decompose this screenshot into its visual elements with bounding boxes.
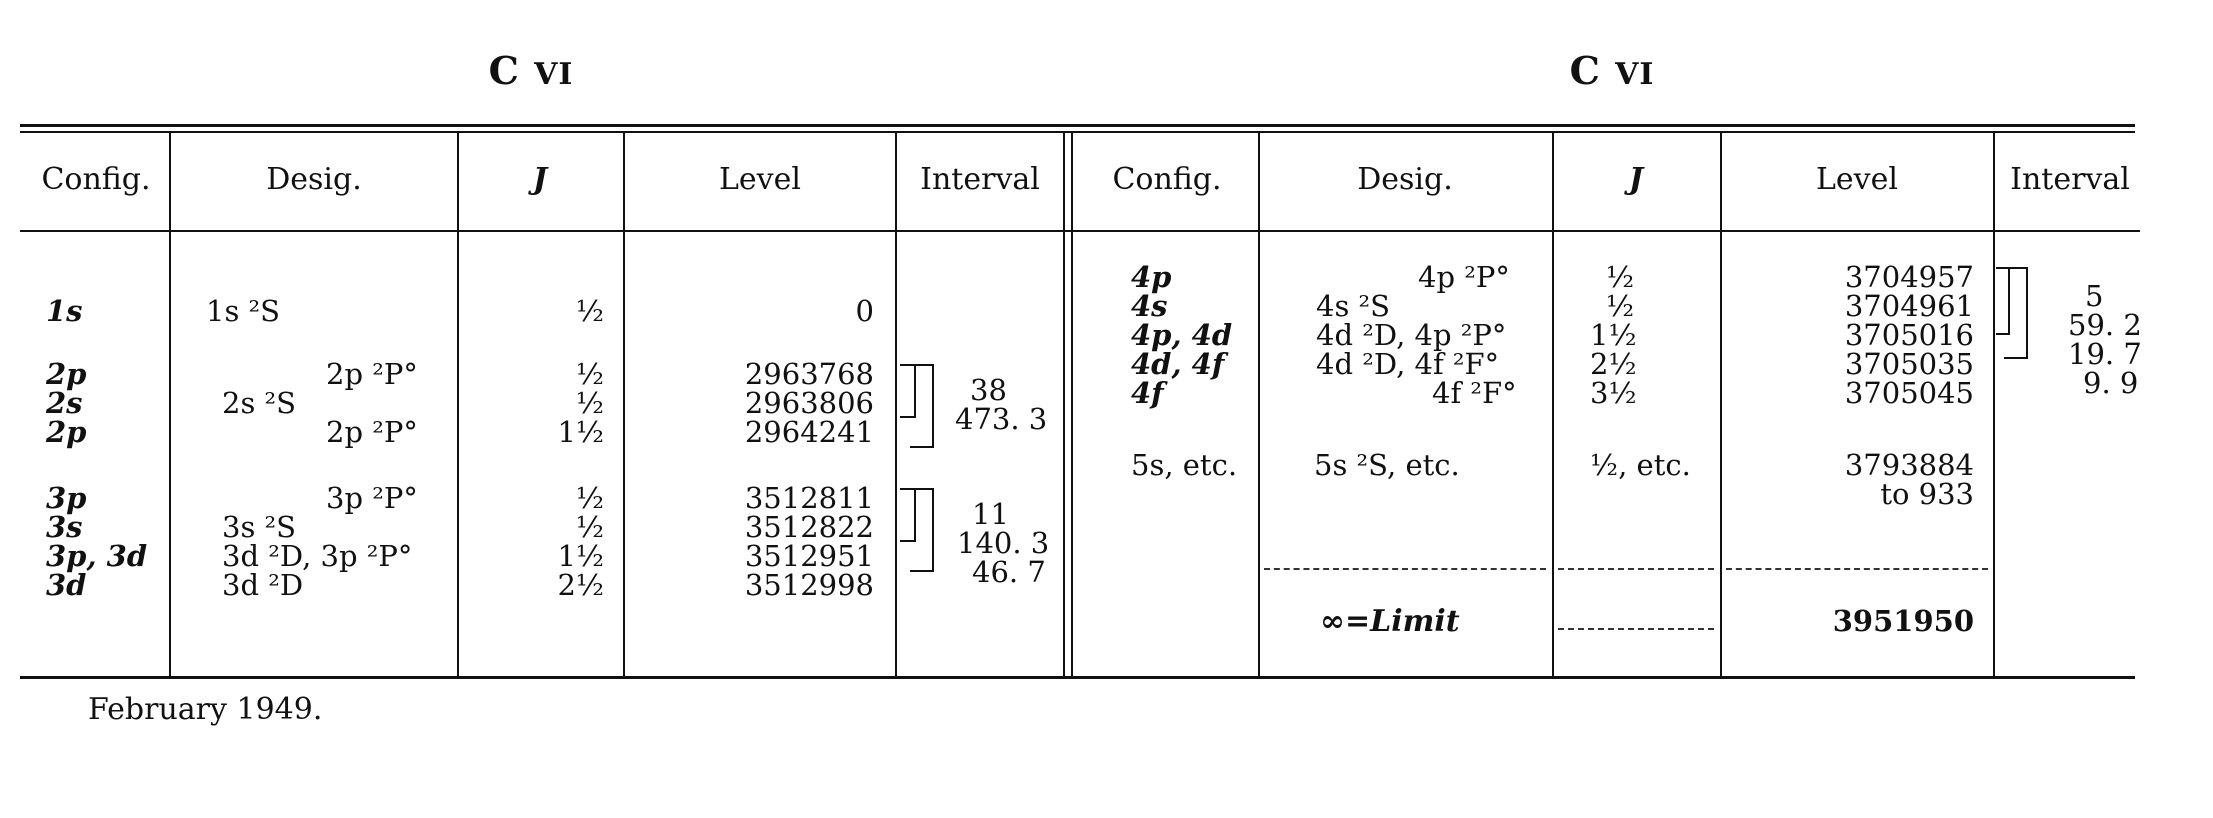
j-cell: ½ <box>1606 260 1635 294</box>
interval-cell: 5 <box>2085 279 2104 313</box>
j-cell: 3½ <box>1590 376 1637 410</box>
col-divider <box>1993 133 1995 676</box>
title-ion: VI <box>534 57 574 92</box>
j-cell: ½ <box>1606 289 1635 323</box>
interval-cell: 11 <box>972 497 1009 531</box>
desig-cell: 5s ²S, etc. <box>1314 448 1460 482</box>
table-divider <box>1071 133 1073 676</box>
config-cell: 4s <box>1131 289 1168 323</box>
desig-cell: 2p ²P° <box>326 357 418 391</box>
desig-cell: 1s ²S <box>206 294 281 328</box>
j-cell: 2½ <box>557 568 604 602</box>
level-cell: 3705016 <box>1844 318 1974 352</box>
header-rule <box>20 230 2140 232</box>
header-desig: Desig. <box>266 162 362 197</box>
header-level: Level <box>719 162 801 197</box>
level-cell: 2964241 <box>744 415 874 449</box>
desig-cell: 4p ²P° <box>1418 260 1510 294</box>
desig-cell: 4f ²F° <box>1432 376 1517 410</box>
col-divider <box>169 133 171 676</box>
config-cell: 2s <box>46 386 83 420</box>
j-cell: 1½ <box>1590 318 1637 352</box>
config-cell: 5s, etc. <box>1131 448 1238 482</box>
desig-cell: 4s ²S <box>1316 289 1391 323</box>
desig-cell: 4d ²D, 4p ²P° <box>1316 318 1507 352</box>
config-cell: 3s <box>46 510 83 544</box>
title-ion: VI <box>1615 57 1655 92</box>
level-cell: 3512951 <box>744 539 874 573</box>
j-cell: ½ <box>575 386 604 420</box>
table-divider <box>1063 133 1065 676</box>
left-table-title <box>489 48 574 93</box>
top-rule <box>20 124 2135 127</box>
level-continuation: to 933 <box>1880 477 1974 511</box>
header-config: Config. <box>41 162 151 197</box>
header-level: Level <box>1816 162 1898 197</box>
desig-cell: 3s ²S <box>222 510 297 544</box>
level-cell: 3704957 <box>1844 260 1974 294</box>
config-cell: 3d <box>46 568 87 602</box>
title-element: C <box>1569 48 1601 93</box>
right-table-title <box>1570 48 1655 93</box>
config-cell: 2p <box>46 357 87 391</box>
interval-cell: 9. 9 <box>2083 366 2139 400</box>
limit-value: 3951950 <box>1832 604 1974 638</box>
bottom-rule <box>20 676 2135 679</box>
interval-cell: 19. 7 <box>2068 337 2142 371</box>
header-config: Config. <box>1112 162 1222 197</box>
header-j: J <box>532 162 548 197</box>
dashed-rule <box>1558 628 1714 630</box>
interval-bracket <box>910 488 934 572</box>
desig-cell: 2p ²P° <box>326 415 418 449</box>
level-cell: 3705035 <box>1844 347 1974 381</box>
title-element: C <box>488 48 520 93</box>
config-cell: 4f <box>1131 376 1164 410</box>
level-cell: 3793884 <box>1844 448 1974 482</box>
level-cell: 2963806 <box>744 386 874 420</box>
header-interval: Interval <box>2010 162 2130 197</box>
col-divider <box>1720 133 1722 676</box>
config-cell: 3p, 3d <box>46 539 148 573</box>
header-interval: Interval <box>920 162 1040 197</box>
level-cell: 2963768 <box>744 357 874 391</box>
interval-cell: 46. 7 <box>972 555 1046 589</box>
interval-bracket <box>910 364 934 448</box>
level-cell: 3704961 <box>1844 289 1974 323</box>
j-cell: 2½ <box>1590 347 1637 381</box>
j-cell: ½ <box>575 357 604 391</box>
config-cell: 4d, 4f <box>1131 347 1225 381</box>
config-cell: 4p <box>1131 260 1172 294</box>
header-j: J <box>1628 162 1644 197</box>
dashed-rule <box>1264 568 1546 570</box>
j-cell: 1½ <box>557 415 604 449</box>
j-cell: ½ <box>575 481 604 515</box>
level-cell: 0 <box>855 294 874 328</box>
level-cell: 3705045 <box>1844 376 1974 410</box>
desig-cell: 3d ²D <box>222 568 304 602</box>
interval-cell: 59. 2 <box>2068 308 2142 342</box>
desig-cell: 3p ²P° <box>326 481 418 515</box>
col-divider <box>1258 133 1260 676</box>
interval-cell: 38 <box>970 373 1007 407</box>
footer-date: February 1949. <box>88 692 323 727</box>
level-cell: 3512811 <box>744 481 874 515</box>
level-cell: 3512822 <box>744 510 874 544</box>
col-divider <box>623 133 625 676</box>
level-cell: 3512998 <box>744 568 874 602</box>
interval-bracket <box>2004 267 2028 359</box>
dashed-rule <box>1558 568 1714 570</box>
interval-cell: 473. 3 <box>955 402 1048 436</box>
col-divider <box>895 133 897 676</box>
top-rule-2 <box>20 131 2135 133</box>
config-cell: 2p <box>46 415 87 449</box>
limit-label: ∞=Limit <box>1320 604 1460 639</box>
config-cell: 3p <box>46 481 87 515</box>
j-cell: 1½ <box>557 539 604 573</box>
j-cell: ½ <box>575 510 604 544</box>
config-cell: 4p, 4d <box>1131 318 1233 352</box>
interval-cell: 140. 3 <box>957 526 1050 560</box>
col-divider <box>457 133 459 676</box>
header-desig: Desig. <box>1357 162 1453 197</box>
j-cell: ½ <box>575 294 604 328</box>
dashed-rule <box>1726 568 1988 570</box>
desig-cell: 4d ²D, 4f ²F° <box>1316 347 1500 381</box>
desig-cell: 3d ²D, 3p ²P° <box>222 539 413 573</box>
col-divider <box>1552 133 1554 676</box>
j-cell: ½, etc. <box>1590 448 1691 482</box>
desig-cell: 2s ²S <box>222 386 297 420</box>
config-cell: 1s <box>46 294 83 328</box>
